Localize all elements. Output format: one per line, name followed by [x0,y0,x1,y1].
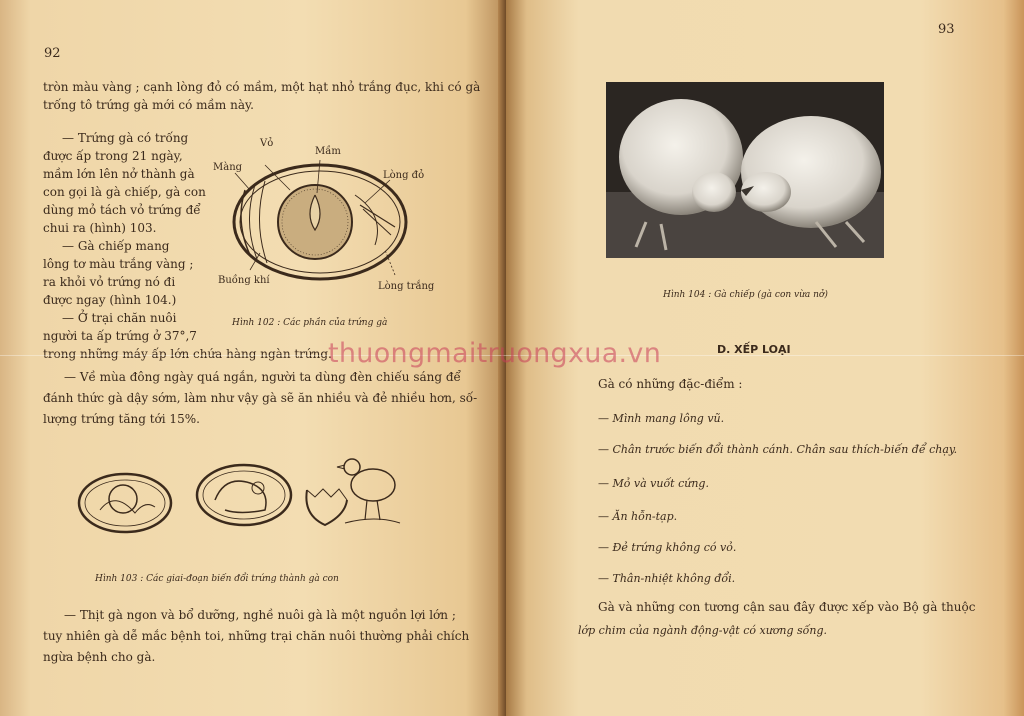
text-line: con gọi là gà chiếp, gà con [43,185,206,199]
text-line: người ta ấp trứng ở 37°,7 [43,329,197,343]
closing-line-1: Gà và những con tương cận sau đây được xếp vào Bộ gà thuộc [598,600,976,614]
text-line: ra khỏi vỏ trứng nó đi [43,275,176,289]
text-line: ngừa bệnh cho gà. [43,650,156,664]
label-air-cell: Buồng khí [218,275,270,286]
page-number-right: 93 [938,22,955,37]
page-number-left: 92 [44,46,61,61]
text-line: được ấp trong 21 ngày, [43,149,183,163]
text-line: tuy nhiên gà dễ mắc bệnh toi, những trại chăn nuôi thường phải chích [43,629,470,643]
section-title: D. XẾP LOẠI [717,343,791,356]
text-line: trong những máy ấp lớn chứa hàng ngàn trứng. [43,347,332,361]
text-line: dùng mỏ tách vỏ trứng để [43,203,201,217]
chicks-photo [606,82,884,258]
list-item: — Mình mang lông vũ. [598,412,725,425]
label-yolk: Lòng đỏ [383,170,425,181]
text-line: chui ra (hình) 103. [43,221,157,235]
figure-103-caption: Hình 103 : Các giai-đoạn biến đổi trứng thành gà con [95,574,339,584]
text-line: — Gà chiếp mang [62,239,170,253]
text-line: lượng trứng tăng tới 15%. [43,412,200,426]
text-line: — Thịt gà ngon và bổ dưỡng, nghề nuôi gà là một nguồn lợi lớn ; [64,608,456,622]
watermark-text: thuongmaitruongxua.vn [328,338,662,369]
label-egg-white: Lòng trắng [378,281,435,292]
figure-102-caption: Hình 102 : Các phần của trứng gà [232,318,388,328]
list-item: — Thân-nhiệt không đổi. [598,572,736,585]
intro-line-2: trống tô trứng gà mới có mầm này. [43,98,254,112]
text-line: — Ở trại chăn nuôi [62,311,177,325]
closing-line-2: lớp chim của ngành động-vật có xương sống. [578,624,828,637]
text-line: — Về mùa đông ngày quá ngắn, người ta dùng đèn chiếu sáng để [64,370,461,384]
text-line: lông tơ màu trắng vàng ; [43,257,194,271]
label-membrane: Màng [213,162,243,173]
list-item: — Mỏ và vuốt cứng. [598,477,709,490]
label-shell: Vỏ [260,138,274,149]
list-item: — Đẻ trứng không có vỏ. [598,541,737,554]
egg-development-stages-illustration [75,455,405,535]
text-line: mầm lớn lên nở thành gà [43,167,195,181]
label-germ: Mầm [315,146,341,157]
traits-intro: Gà có những đặc-điểm : [598,377,743,391]
figure-104-caption: Hình 104 : Gà chiếp (gà con vừa nở) [663,290,828,300]
list-item: — Ăn hỗn-tạp. [598,510,678,523]
intro-line-1: tròn màu vàng ; cạnh lòng đỏ có mầm, một hạt nhỏ trắng đục, khi có gà [43,80,481,94]
list-item: — Chân trước biến đổi thành cánh. Chân sau thích-biến để chạy. [598,443,958,456]
two-chicks-image [606,82,884,258]
text-line: đánh thức gà dậy sớm, làm như vậy gà sẽ ăn nhiều và đẻ nhiều hơn, số- [43,391,478,405]
text-line: — Trứng gà có trống [62,131,189,145]
text-line: được ngay (hình 104.) [43,293,177,307]
